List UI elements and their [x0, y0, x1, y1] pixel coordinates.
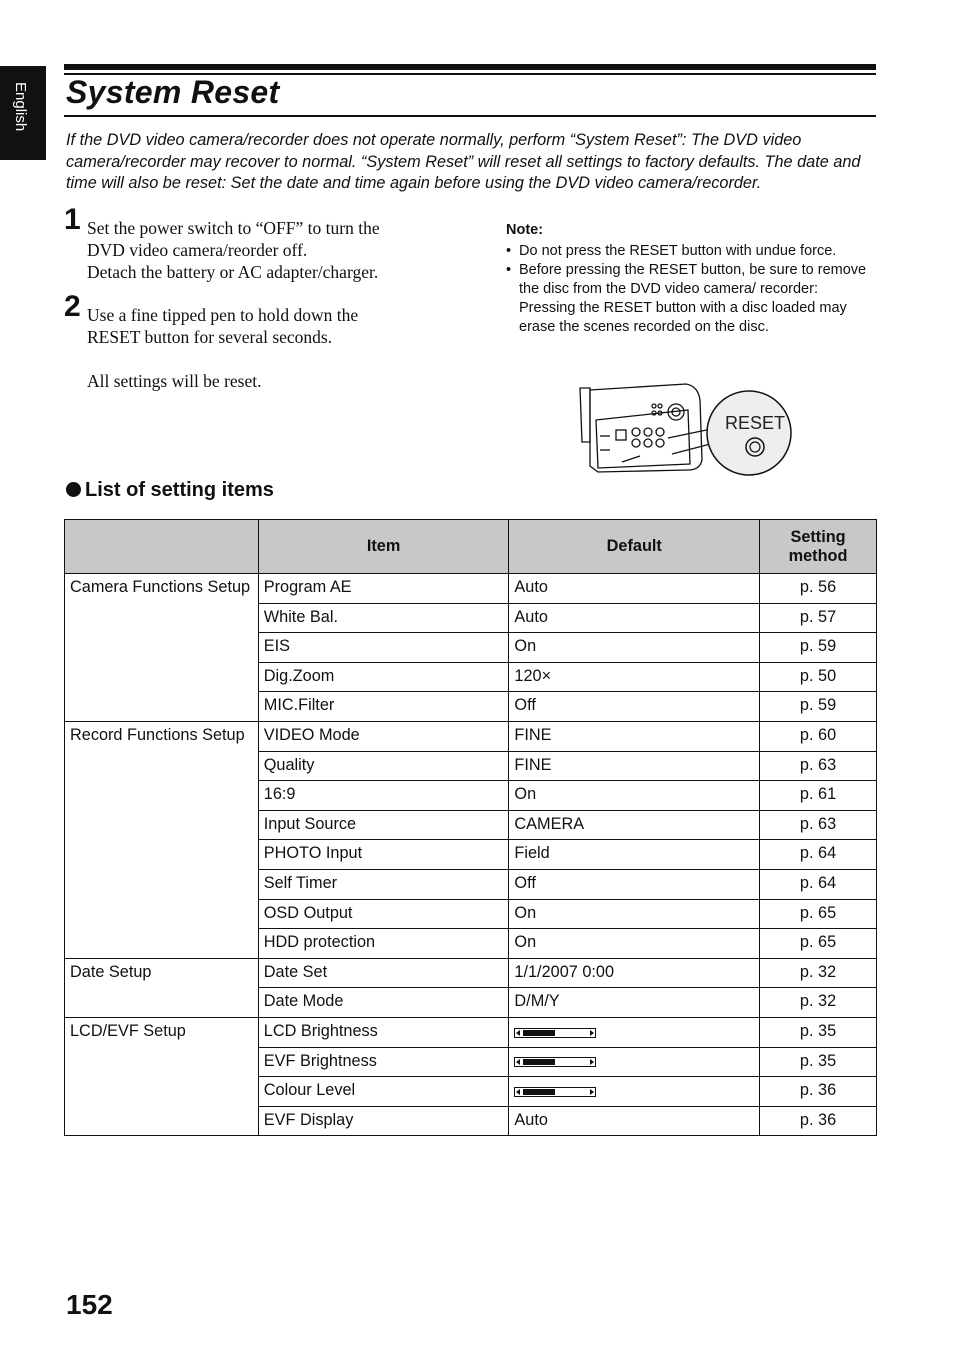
column-header: Setting method: [760, 520, 877, 574]
note-item: • Do not press the RESET button with undue force.: [506, 242, 876, 261]
item-cell: Dig.Zoom: [258, 662, 509, 692]
page-ref-cell: p. 61: [760, 781, 877, 811]
item-cell: Date Mode: [258, 988, 509, 1018]
item-cell: Quality: [258, 751, 509, 781]
page-number: 152: [66, 1289, 113, 1320]
step-line: RESET button for several seconds.: [87, 327, 333, 347]
item-cell: EVF Display: [258, 1106, 509, 1136]
item-cell: White Bal.: [258, 603, 509, 633]
page-ref-cell: p. 64: [760, 869, 877, 899]
default-cell: On: [509, 929, 760, 959]
camera-reset-illustration: [576, 380, 796, 480]
level-bar-icon: [514, 1087, 596, 1097]
note-box: [506, 221, 876, 337]
page-ref-cell: p. 32: [760, 958, 877, 988]
intro-paragraph: If the DVD video camera/recorder does not operate normally, perform “System Reset”: The DVD video camera/recorder may recover to normal. “System Reset” will reset all settings to factory defaults. The date and time will also be reset: Set the date and time again before using the DVD video camera/recorder.: [66, 131, 861, 192]
item-cell: EVF Brightness: [258, 1047, 509, 1077]
step-line: Use a fine tipped pen to hold down the: [87, 305, 359, 325]
step-line: Detach the battery or AC adapter/charger.: [87, 262, 379, 282]
item-cell: HDD protection: [258, 929, 509, 959]
default-cell: Auto: [509, 1106, 760, 1136]
default-cell: Auto: [509, 603, 760, 633]
page-ref-cell: p. 32: [760, 988, 877, 1018]
item-cell: Program AE: [258, 574, 509, 604]
default-cell: Field: [509, 840, 760, 870]
page-ref-cell: p. 64: [760, 840, 877, 870]
page-ref-cell: p. 63: [760, 810, 877, 840]
step-number: 1: [64, 203, 81, 236]
default-cell: On: [509, 633, 760, 663]
reset-label: RESET: [725, 413, 786, 433]
default-cell: D/M/Y: [509, 988, 760, 1018]
page-ref-cell: p. 36: [760, 1077, 877, 1107]
default-cell: FINE: [509, 721, 760, 751]
language-tab-label: English: [12, 82, 29, 132]
section-title: List of setting items: [85, 479, 274, 501]
page-ref-cell: p. 56: [760, 574, 877, 604]
step-line: Set the power switch to “OFF” to turn the: [87, 218, 380, 238]
header-rule: [64, 64, 876, 70]
category-cell: Record Functions Setup: [65, 721, 259, 958]
category-cell: Camera Functions Setup: [65, 574, 259, 722]
step-number: 2: [64, 290, 81, 323]
item-cell: OSD Output: [258, 899, 509, 929]
item-cell: Self Timer: [258, 869, 509, 899]
page-ref-cell: p. 35: [760, 1047, 877, 1077]
item-cell: MIC.Filter: [258, 692, 509, 722]
title-underline: [64, 115, 876, 117]
page-ref-cell: p. 65: [760, 929, 877, 959]
page-ref-cell: p. 36: [760, 1106, 877, 1136]
default-cell: [509, 1047, 760, 1077]
table-row: [65, 958, 877, 988]
reset-callout: [707, 391, 791, 475]
page-ref-cell: p. 65: [760, 899, 877, 929]
item-cell: EIS: [258, 633, 509, 663]
section-heading: [66, 479, 274, 502]
page-ref-cell: p. 59: [760, 633, 877, 663]
language-tab: [0, 66, 46, 160]
item-cell: 16:9: [258, 781, 509, 811]
default-cell: CAMERA: [509, 810, 760, 840]
category-cell: LCD/EVF Setup: [65, 1017, 259, 1135]
table-row: [65, 1017, 877, 1047]
default-cell: On: [509, 781, 760, 811]
default-cell: [509, 1017, 760, 1047]
column-header: Item: [258, 520, 509, 574]
page-ref-cell: p. 60: [760, 721, 877, 751]
item-cell: LCD Brightness: [258, 1017, 509, 1047]
page-ref-cell: p. 59: [760, 692, 877, 722]
note-title: Note:: [506, 222, 544, 238]
item-cell: Colour Level: [258, 1077, 509, 1107]
page-ref-cell: p. 35: [760, 1017, 877, 1047]
column-header: [65, 520, 259, 574]
settings-table: [64, 519, 877, 1136]
item-cell: PHOTO Input: [258, 840, 509, 870]
item-cell: Date Set: [258, 958, 509, 988]
category-cell: Date Setup: [65, 958, 259, 1017]
table-row: [65, 721, 877, 751]
default-cell: Auto: [509, 574, 760, 604]
level-bar-icon: [514, 1028, 596, 1038]
note-item: • Before pressing the RESET button, be sure to remove the disc from the DVD video camera/ recorder: Pressing the RESET button with a disc loaded may erase the scenes recorded on the disc.: [506, 261, 876, 337]
page-ref-cell: p. 63: [760, 751, 877, 781]
column-header: Default: [509, 520, 760, 574]
default-cell: On: [509, 899, 760, 929]
default-cell: 120×: [509, 662, 760, 692]
table-header-row: [65, 520, 877, 574]
bullet-icon: [66, 482, 81, 497]
default-cell: 1/1/2007 0:00: [509, 958, 760, 988]
step-line: All settings will be reset.: [87, 371, 262, 391]
item-cell: VIDEO Mode: [258, 721, 509, 751]
table-row: [65, 574, 877, 604]
page-ref-cell: p. 50: [760, 662, 877, 692]
page-title: System Reset: [66, 74, 280, 110]
page-ref-cell: p. 57: [760, 603, 877, 633]
level-bar-icon: [514, 1057, 596, 1067]
default-cell: Off: [509, 692, 760, 722]
step-line: DVD video camera/reorder off.: [87, 240, 308, 260]
step-line: [87, 348, 447, 370]
default-cell: FINE: [509, 751, 760, 781]
default-cell: Off: [509, 869, 760, 899]
default-cell: [509, 1077, 760, 1107]
item-cell: Input Source: [258, 810, 509, 840]
